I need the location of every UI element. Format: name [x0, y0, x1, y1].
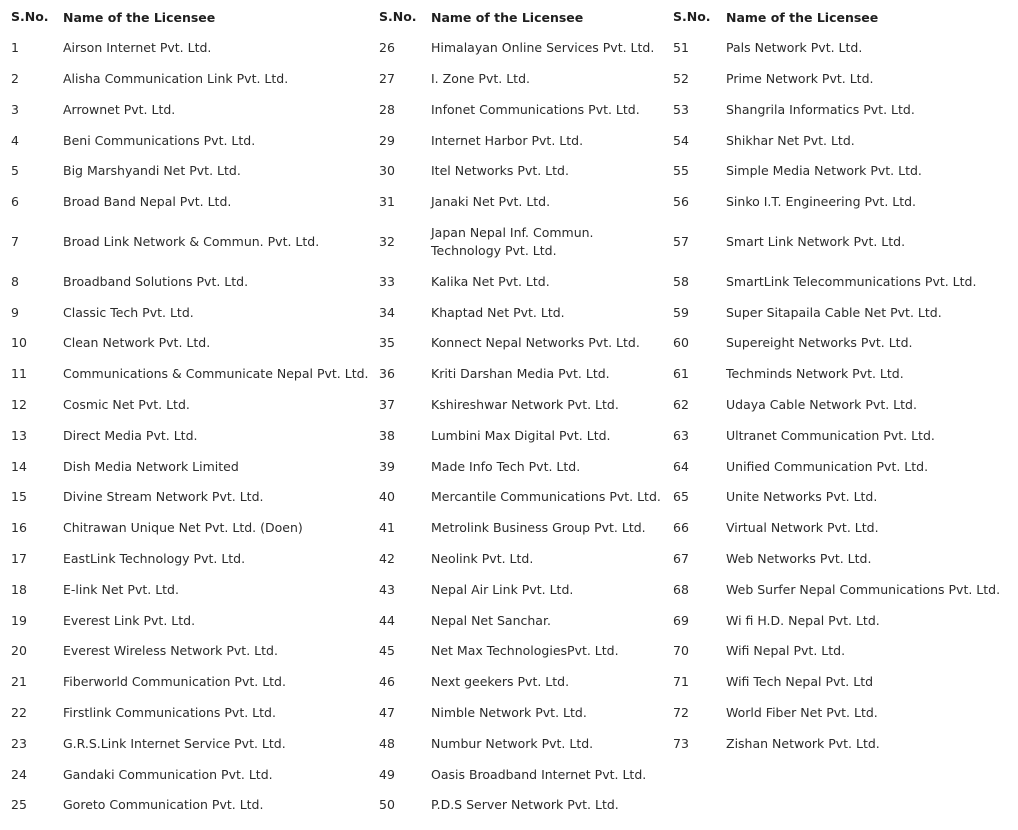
row-licensee-name: Everest Link Pvt. Ltd.: [63, 613, 196, 628]
row-licensee-name: World Fiber Net Pvt. Ltd.: [726, 705, 878, 720]
row-sno: 14: [11, 459, 27, 474]
row-licensee-name: Next geekers Pvt. Ltd.: [431, 674, 570, 689]
row-sno: 13: [11, 428, 27, 443]
row-licensee-name: Pals Network Pvt. Ltd.: [726, 40, 863, 55]
row-licensee-name: Virtual Network Pvt. Ltd.: [726, 520, 879, 535]
row-licensee-name: Shangrila Informatics Pvt. Ltd.: [726, 102, 915, 117]
row-sno: 64: [673, 459, 689, 474]
row-sno: 31: [379, 194, 395, 209]
row-licensee-name: Metrolink Business Group Pvt. Ltd.: [431, 520, 646, 535]
row-sno: 69: [673, 613, 689, 628]
row-sno: 44: [379, 613, 395, 628]
row-sno: 41: [379, 520, 395, 535]
row-sno: 46: [379, 674, 395, 689]
row-sno: 32: [379, 234, 395, 249]
row-sno: 15: [11, 489, 27, 504]
row-sno: 35: [379, 335, 395, 350]
row-licensee-name: Classic Tech Pvt. Ltd.: [63, 305, 194, 320]
row-licensee-name: Firstlink Communications Pvt. Ltd.: [63, 705, 276, 720]
row-licensee-name: Infonet Communications Pvt. Ltd.: [431, 102, 640, 117]
row-sno: 25: [11, 797, 27, 812]
row-sno: 26: [379, 40, 395, 55]
row-licensee-name: Kshireshwar Network Pvt. Ltd.: [431, 397, 619, 412]
row-licensee-name: Dish Media Network Limited: [63, 459, 239, 474]
row-sno: 71: [673, 674, 689, 689]
row-sno: 67: [673, 551, 689, 566]
row-licensee-name: Nimble Network Pvt. Ltd.: [431, 705, 587, 720]
row-sno: 51: [673, 40, 689, 55]
row-sno: 10: [11, 335, 27, 350]
row-licensee-name: EastLink Technology Pvt. Ltd.: [63, 551, 246, 566]
row-sno: 3: [11, 102, 19, 117]
row-sno: 72: [673, 705, 689, 720]
row-licensee-name: Shikhar Net Pvt. Ltd.: [726, 133, 855, 148]
row-sno: 45: [379, 643, 395, 658]
row-sno: 48: [379, 736, 395, 751]
row-licensee-name: Goreto Communication Pvt. Ltd.: [63, 797, 264, 812]
row-sno: 7: [11, 234, 19, 249]
row-sno: 42: [379, 551, 395, 566]
row-sno: 27: [379, 71, 395, 86]
row-sno: 37: [379, 397, 395, 412]
row-licensee-name: Himalayan Online Services Pvt. Ltd.: [431, 40, 655, 55]
row-licensee-name: Lumbini Max Digital Pvt. Ltd.: [431, 428, 611, 443]
row-licensee-name: Arrownet Pvt. Ltd.: [63, 102, 176, 117]
row-licensee-name: G.R.S.Link Internet Service Pvt. Ltd.: [63, 736, 286, 751]
row-sno: 65: [673, 489, 689, 504]
row-licensee-name: Sinko I.T. Engineering Pvt. Ltd.: [726, 194, 917, 209]
row-licensee-name: Broad Band Nepal Pvt. Ltd.: [63, 194, 232, 209]
row-licensee-name: Broadband Solutions Pvt. Ltd.: [63, 274, 249, 289]
row-licensee-name: E-link Net Pvt. Ltd.: [63, 582, 179, 597]
row-sno: 52: [673, 71, 689, 86]
row-licensee-name: Smart Link Network Pvt. Ltd.: [726, 234, 906, 249]
row-sno: 20: [11, 643, 27, 658]
row-licensee-name: Airson Internet Pvt. Ltd.: [63, 40, 212, 55]
row-licensee-name: Gandaki Communication Pvt. Ltd.: [63, 767, 273, 782]
row-licensee-name: Web Surfer Nepal Communications Pvt. Ltd.: [726, 582, 1001, 597]
row-licensee-name: Japan Nepal Inf. Commun. Technology Pvt. Ltd.: [431, 225, 594, 258]
row-sno: 24: [11, 767, 27, 782]
row-sno: 23: [11, 736, 27, 751]
row-licensee-name: Internet Harbor Pvt. Ltd.: [431, 133, 584, 148]
row-sno: 19: [11, 613, 27, 628]
row-sno: 4: [11, 133, 19, 148]
row-sno: 54: [673, 133, 689, 148]
row-licensee-name: Beni Communications Pvt. Ltd.: [63, 133, 256, 148]
row-licensee-name: Clean Network Pvt. Ltd.: [63, 335, 211, 350]
row-licensee-name: Udaya Cable Network Pvt. Ltd.: [726, 397, 917, 412]
row-licensee-name: Simple Media Network Pvt. Ltd.: [726, 163, 922, 178]
row-licensee-name: Made Info Tech Pvt. Ltd.: [431, 459, 581, 474]
row-licensee-name: Zishan Network Pvt. Ltd.: [726, 736, 880, 751]
row-sno: 59: [673, 305, 689, 320]
row-sno: 40: [379, 489, 395, 504]
header-name: Name of the Licensee: [63, 10, 216, 25]
row-sno: 11: [11, 366, 27, 381]
row-sno: 22: [11, 705, 27, 720]
row-sno: 50: [379, 797, 395, 812]
row-licensee-name: Alisha Communication Link Pvt. Ltd.: [63, 71, 289, 86]
row-licensee-name: Techminds Network Pvt. Ltd.: [726, 366, 904, 381]
row-licensee-name: Everest Wireless Network Pvt. Ltd.: [63, 643, 278, 658]
row-licensee-name: Khaptad Net Pvt. Ltd.: [431, 305, 565, 320]
row-licensee-name: Divine Stream Network Pvt. Ltd.: [63, 489, 264, 504]
row-sno: 9: [11, 305, 19, 320]
row-licensee-name: Wifi Tech Nepal Pvt. Ltd: [726, 674, 874, 689]
row-sno: 18: [11, 582, 27, 597]
row-licensee-name: SmartLink Telecommunications Pvt. Ltd.: [726, 274, 977, 289]
row-licensee-name: Communications & Communicate Nepal Pvt. Ltd.: [63, 366, 369, 381]
row-licensee-name: Unified Communication Pvt. Ltd.: [726, 459, 929, 474]
row-sno: 34: [379, 305, 395, 320]
row-licensee-name: Unite Networks Pvt. Ltd.: [726, 489, 878, 504]
row-sno: 47: [379, 705, 395, 720]
row-licensee-name: Wi fi H.D. Nepal Pvt. Ltd.: [726, 613, 880, 628]
row-licensee-name: Web Networks Pvt. Ltd.: [726, 551, 872, 566]
row-licensee-name: Konnect Nepal Networks Pvt. Ltd.: [431, 335, 640, 350]
row-sno: 29: [379, 133, 395, 148]
row-sno: 53: [673, 102, 689, 117]
row-sno: 62: [673, 397, 689, 412]
row-sno: 61: [673, 366, 689, 381]
header-name: Name of the Licensee: [726, 10, 879, 25]
row-licensee-name: Mercantile Communications Pvt. Ltd.: [431, 489, 661, 504]
row-sno: 28: [379, 102, 395, 117]
row-licensee-name: Numbur Network Pvt. Ltd.: [431, 736, 594, 751]
header-sno: S.No.: [11, 9, 49, 24]
row-licensee-name: Super Sitapaila Cable Net Pvt. Ltd.: [726, 305, 942, 320]
row-sno: 6: [11, 194, 19, 209]
row-licensee-name: Wifi Nepal Pvt. Ltd.: [726, 643, 846, 658]
row-licensee-name: P.D.S Server Network Pvt. Ltd.: [431, 797, 619, 812]
row-sno: 68: [673, 582, 689, 597]
row-sno: 2: [11, 71, 19, 86]
row-sno: 21: [11, 674, 27, 689]
row-sno: 12: [11, 397, 27, 412]
row-licensee-name: Chitrawan Unique Net Pvt. Ltd. (Doen): [63, 520, 303, 535]
row-licensee-name: Itel Networks Pvt. Ltd.: [431, 163, 569, 178]
row-licensee-name: Kalika Net Pvt. Ltd.: [431, 274, 550, 289]
row-licensee-name: Broad Link Network & Commun. Pvt. Ltd.: [63, 234, 320, 249]
row-licensee-name: I. Zone Pvt. Ltd.: [431, 71, 530, 86]
row-licensee-name: Prime Network Pvt. Ltd.: [726, 71, 874, 86]
row-licensee-name: Fiberworld Communication Pvt. Ltd.: [63, 674, 286, 689]
row-sno: 73: [673, 736, 689, 751]
row-sno: 8: [11, 274, 19, 289]
row-licensee-name: Direct Media Pvt. Ltd.: [63, 428, 198, 443]
row-sno: 1: [11, 40, 19, 55]
row-licensee-name: Supereight Networks Pvt. Ltd.: [726, 335, 913, 350]
row-sno: 38: [379, 428, 395, 443]
row-licensee-name: Nepal Air Link Pvt. Ltd.: [431, 582, 574, 597]
row-sno: 33: [379, 274, 395, 289]
row-sno: 66: [673, 520, 689, 535]
row-sno: 56: [673, 194, 689, 209]
row-licensee-name: Net Max TechnologiesPvt. Ltd.: [431, 643, 619, 658]
row-licensee-name: Nepal Net Sanchar.: [431, 613, 551, 628]
header-sno: S.No.: [673, 9, 711, 24]
row-licensee-name: Cosmic Net Pvt. Ltd.: [63, 397, 190, 412]
row-licensee-name: Big Marshyandi Net Pvt. Ltd.: [63, 163, 241, 178]
row-sno: 36: [379, 366, 395, 381]
row-sno: 70: [673, 643, 689, 658]
row-sno: 57: [673, 234, 689, 249]
row-sno: 63: [673, 428, 689, 443]
row-sno: 43: [379, 582, 395, 597]
row-licensee-name: Ultranet Communication Pvt. Ltd.: [726, 428, 935, 443]
row-sno: 16: [11, 520, 27, 535]
row-licensee-name: Neolink Pvt. Ltd.: [431, 551, 534, 566]
row-licensee-name: Kriti Darshan Media Pvt. Ltd.: [431, 366, 610, 381]
row-licensee-name: Janaki Net Pvt. Ltd.: [431, 194, 551, 209]
row-sno: 5: [11, 163, 19, 178]
row-sno: 60: [673, 335, 689, 350]
row-sno: 39: [379, 459, 395, 474]
header-name: Name of the Licensee: [431, 10, 584, 25]
row-sno: 49: [379, 767, 395, 782]
row-sno: 58: [673, 274, 689, 289]
header-sno: S.No.: [379, 9, 417, 24]
row-sno: 30: [379, 163, 395, 178]
row-sno: 17: [11, 551, 27, 566]
row-sno: 55: [673, 163, 689, 178]
row-licensee-name: Oasis Broadband Internet Pvt. Ltd.: [431, 767, 647, 782]
